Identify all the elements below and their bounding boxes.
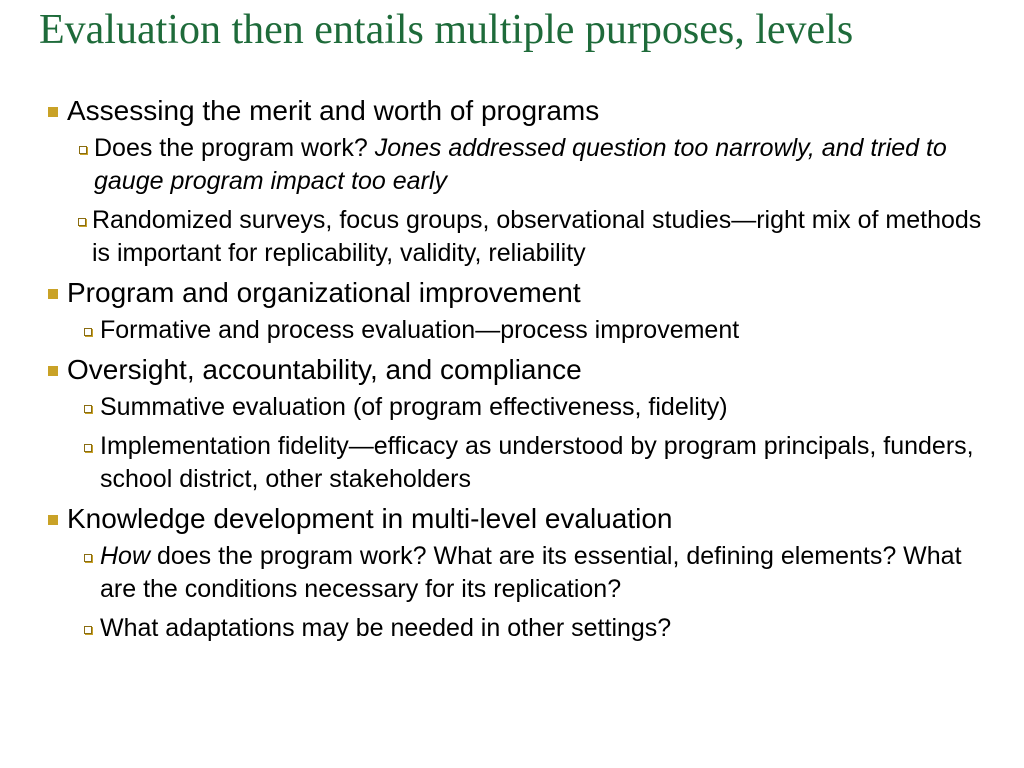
sub-bullet-text: Formative and process evaluation—process improvement [100,316,740,344]
hollow-square-bullet-icon [84,626,92,634]
sub-bullet-item [0,132,1024,198]
bullet-item [0,276,1024,310]
bullet-item [0,502,1024,536]
bullet-text: Oversight, accountability, and compliance [67,354,582,385]
sub-bullet-item [0,314,1024,347]
square-bullet-icon [48,289,58,299]
sub-bullet-text: Does the program work? [94,134,375,162]
sub-bullet-text: Implementation fidelity—efficacy as understood by program principals, funders, school district, other stakeholders [100,432,974,493]
sub-bullet-item [0,612,1024,645]
square-bullet-icon [48,515,58,525]
sub-bullet-item [0,204,1024,270]
bullet-text: Assessing the merit and worth of programs [67,95,600,126]
sub-bullet-text: Summative evaluation (of program effectiveness, fidelity) [100,393,728,421]
hollow-square-bullet-icon [84,405,92,413]
hollow-square-bullet-icon [84,444,92,452]
sub-bullet-text: What adaptations may be needed in other settings? [100,614,672,642]
slide-title: Evaluation then entails multiple purposes, levels [39,7,854,53]
sub-bullet-item [0,391,1024,424]
sub-bullet-italic-text: Jones addressed question too narrowly, and tried to gauge program impact too early [94,134,947,195]
square-bullet-icon [48,366,58,376]
sub-bullet-item [0,430,1024,496]
hollow-square-bullet-icon [84,554,92,562]
bullet-text: Knowledge development in multi-level evaluation [67,503,673,534]
sub-bullet-text-tail: does the program work? What are its essential, defining elements? What are the conditions necessary for its replication? [100,542,962,603]
sub-bullet-italic-text: How [100,542,151,570]
hollow-square-bullet-icon [84,328,92,336]
hollow-square-bullet-icon [79,146,87,154]
bullet-text: Program and organizational improvement [67,277,581,308]
slide-content [0,90,1024,651]
bullet-item [0,353,1024,387]
sub-bullet-text: Randomized surveys, focus groups, observational studies—right mix of methods is important for replicability, validity, reliability [92,206,982,267]
square-bullet-icon [48,107,58,117]
sub-bullet-item [0,540,1024,606]
hollow-square-bullet-icon [78,218,86,226]
bullet-item [0,94,1024,128]
